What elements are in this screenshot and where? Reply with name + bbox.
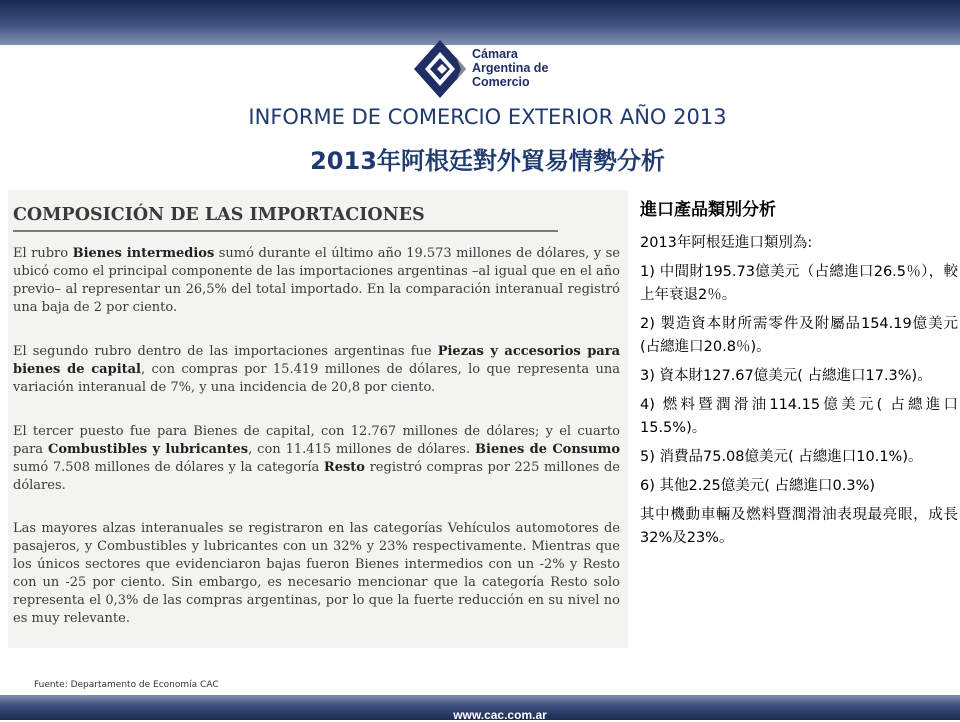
document-heading: COMPOSICIÓN DE LAS IMPORTACIONES xyxy=(13,205,425,225)
document-paragraph-1 xyxy=(13,245,620,317)
analysis-heading: 進口產品類別分析 xyxy=(640,200,776,220)
imports-composition-document xyxy=(8,190,628,648)
analysis-item-1: 1) 中間財195.73億美元（占總進口26.5％），較上年衰退2％。 xyxy=(640,264,958,303)
document-paragraph-3 xyxy=(13,423,620,495)
p3-text-c: , con 11.415 millones de dólares. xyxy=(248,442,476,457)
p2-text-c: , con compras por 15.419 millones de dólares, lo que representa una variación interanual de 7%, y una incidencia de 20,8 por ciento. xyxy=(13,362,620,395)
analysis-item-5: 5) 消費品75.08億美元( 占總進口10.1%)。 xyxy=(640,449,923,465)
p3-bold-b: Combustibles y lubricantes xyxy=(48,442,249,457)
p1-text-c: sumó durante el último año 19.573 millones de dólares, y se ubicó como el principal componente de las importaciones argentinas –al igual que en el año previo– al representar un 26,5% del total importado. En la comparación interanual registró una baja de 2 por ciento. xyxy=(13,246,620,315)
analysis-item-2: 2) 製造資本財所需零件及附屬品154.19億美元(占總進口20.8％)。 xyxy=(640,316,958,355)
cac-logo-icon xyxy=(412,38,468,100)
p2-bold-b: Piezas y accesorios para bienes de capital xyxy=(13,344,620,377)
p2-text-a: El segundo rubro dentro de las importaciones argentinas fue xyxy=(13,344,438,359)
header-band xyxy=(0,0,960,45)
analysis-item-3: 3) 資本財127.67億美元( 占總進口17.3%)。 xyxy=(640,368,932,384)
analysis-intro: 2013年阿根廷進口類別為: xyxy=(640,235,813,251)
document-paragraph-2 xyxy=(13,343,620,397)
p3-text-e: sumó 7.508 millones de dólares y la categoría xyxy=(13,460,324,475)
report-title-spanish: INFORME DE COMERCIO EXTERIOR AÑO 2013 xyxy=(248,105,727,129)
p3-bold-f: Resto xyxy=(323,460,365,475)
p3-text-a: El tercer puesto fue para Bienes de capital, con 12.767 millones de dólares; y el cuarto para xyxy=(13,424,620,457)
logo-line-1: Cámara xyxy=(472,47,518,61)
source-note: Fuente: Departamento de Economía CAC xyxy=(34,680,219,690)
analysis-column xyxy=(640,195,958,556)
website-link[interactable]: www.cac.com.ar xyxy=(453,708,547,722)
report-title-chinese: 2013年阿根廷對外貿易情勢分析 xyxy=(310,147,665,175)
p3-bold-d: Bienes de Consumo xyxy=(475,442,621,457)
analysis-item-6: 6) 其他2.25億美元( 占總進口0.3%) xyxy=(640,478,876,494)
document-paragraph-4: Las mayores alzas interanuales se registraron en las categorías Vehículos automotores de pasajeros, y Combustibles y lubricantes con un 32% y 23% respectivamente. Mientras que los únicos sectores que evidenciaron bajas fueron Bienes intermedios con un -2% y Resto con un -25 por ciento. Sin embargo, es necesario mencionar que la categoría Resto solo representa el 0,3% de las compras argentinas, por lo que la fuerte reducción en su nivel no es muy relevante. xyxy=(13,521,620,626)
p1-bold-b: Bienes intermedios xyxy=(72,246,215,261)
logo-line-2: Argentina de xyxy=(472,61,549,75)
analysis-item-4: 4) 燃料暨潤滑油114.15億美元( 占總進口15.5%)。 xyxy=(640,397,958,436)
document-heading-rule xyxy=(13,230,558,232)
p3-text-g: registró compras por 225 millones de dólares. xyxy=(13,460,620,493)
analysis-conclusion: 其中機動車輛及燃料暨潤滑油表現最亮眼，成長32%及23%。 xyxy=(640,507,958,546)
logo-wordmark xyxy=(472,47,592,89)
logo-line-3: Comercio xyxy=(472,75,530,89)
p1-text-a: El rubro xyxy=(13,246,73,261)
